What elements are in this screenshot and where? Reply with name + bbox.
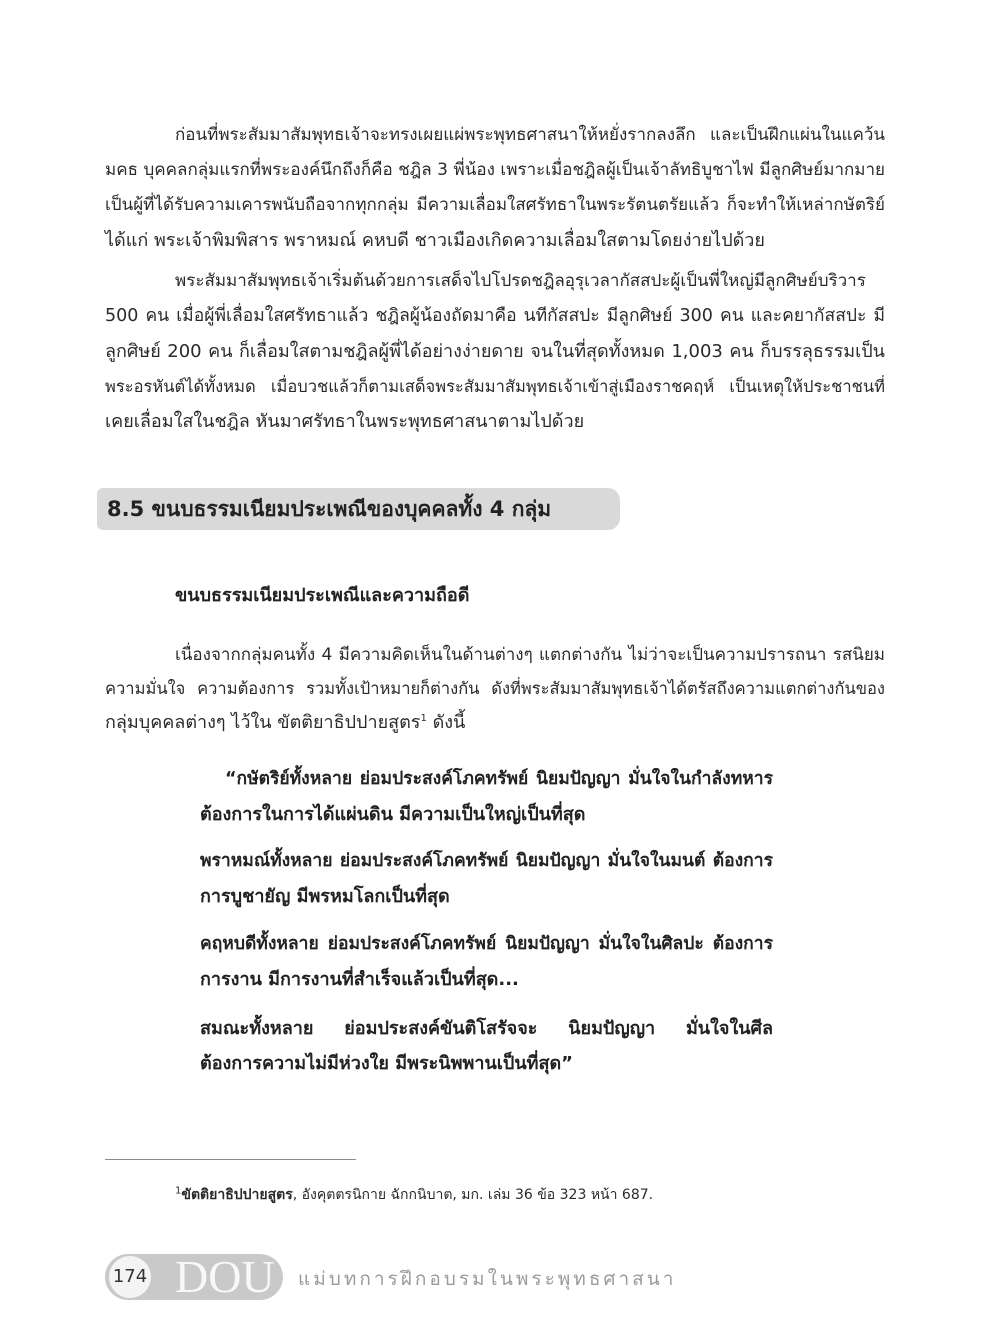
paragraph-text: ดังนี้ [426,712,466,733]
paragraph-2 [105,264,885,439]
quote-line: ต้องการความไม่มีห่วงใย มีพระนิพพานเป็นที่สุด” [200,1053,573,1074]
page-number: 174 [109,1256,151,1298]
paragraph-1 [105,118,885,258]
paragraph-line: ก่อนที่พระสัมมาสัมพุทธเจ้าจะทรงเผยแผ่พระพุทธศาสนาให้หยั่งรากลงลึก และเป็นฝึกแผ่นในแคว้น [175,125,885,145]
paragraph-3 [105,638,885,740]
paragraph-line: เนื่องจากกลุ่มคนทั้ง 4 มีความคิดเห็นในด้านต่างๆ แตกต่างกัน ไม่ว่าจะเป็นความปรารถนา รสนิยม [175,645,885,665]
footnote-divider [105,1159,356,1160]
quote-stanza [200,927,773,997]
paragraph-line: ได้แก่ พระเจ้าพิมพิสาร พราหมณ์ คหบดี ชาวเมืองเกิดความเลื่อมใสตามโดยง่ายไปด้วย [105,230,765,251]
quote-line: ต้องการในการได้แผ่นดิน มีความเป็นใหญ่เป็นที่สุด [200,804,586,825]
quote-stanza [200,844,773,914]
paragraph-line: พระสัมมาสัมพุทธเจ้าเริ่มต้นด้วยการเสด็จไปโปรดชฎิลอุรุเวลากัสสปะผู้เป็นพี่ใหญ่มีลูกศิษย์บริวาร [175,271,866,291]
quote-line: สมณะทั้งหลาย ย่อมประสงค์ขันติโสรัจจะ นิยมปัญญา มั่นใจในศีล [200,1018,773,1039]
subheading: ขนบธรรมเนียมประเพณีและความถือดี [175,585,470,606]
paragraph-line: เป็นผู้ที่ได้รับความเคารพนับถือจากทุกกลุ่ม มีความเลื่อมใสศรัทธาในพระรัตนตรัยแล้ว ก็จะทำให้เหล่ากษัตริย์ [105,195,885,215]
book-title: แม่บทการฝึกอบรมในพระพุทธศาสนา [298,1268,677,1290]
paragraph-line [105,706,885,740]
footnote [175,1183,653,1207]
quote-line: การบูชายัญ มีพรหมโลกเป็นที่สุด [200,886,450,907]
footnote-text: , อังคุตตรนิกาย ฉักกนิบาต, มก. เล่ม 36 ข้อ 323 หน้า 687. [292,1187,654,1203]
quote-stanza [200,762,773,832]
footer-badge [105,1251,283,1302]
paragraph-line: พระอรหันต์ได้ทั้งหมด เมื่อบวชแล้วก็ตามเสด็จพระสัมมาสัมพุทธเจ้าเข้าสู่เมืองราชคฤห์ เป็นเหตุให้ประชาชนที่ [105,377,885,396]
section-heading [97,488,620,530]
paragraph-text: กลุ่มบุคคลต่างๆ ไว้ใน ขัตติยาธิปปายสูตร [105,712,421,733]
paragraph-line: ลูกศิษย์ 200 คน ก็เลื่อมใสตามชฎิลผู้พี่ได้อย่างง่ายดาย จนในที่สุดทั้งหมด 1,003 คน ก็บรรลุธรรมเป็น [105,341,885,362]
footnote-marker: 1 [175,1185,182,1197]
quote-stanza [200,1011,773,1081]
paragraph-line: 500 คน เมื่อผู้พี่เลื่อมใสศรัทธาแล้ว ชฎิลผู้น้องถัดมาคือ นทีกัสสปะ มีลูกศิษย์ 300 คน และคยากัสสปะ มี [105,306,885,326]
quote-line: พราหมณ์ทั้งหลาย ย่อมประสงค์โภคทรัพย์ นิยมปัญญา มั่นใจในมนต์ ต้องการ [200,851,773,871]
quote-line: การงาน มีการงานที่สำเร็จแล้วเป็นที่สุด... [200,969,519,990]
dou-logo: DOU [175,1251,275,1302]
section-number: 8.5 [107,497,145,521]
section-heading-text [107,488,551,530]
paragraph-line: เคยเลื่อมใสในชฎิล หันมาศรัทธาในพระพุทธศาสนาตามไปด้วย [105,411,585,432]
paragraph-line: ความมั่นใจ ความต้องการ รวมทั้งเป้าหมายก็ต่างกัน ดังที่พระสัมมาสัมพุทธเจ้าได้ตรัสถึงความแตกต่างกันของ [105,679,885,698]
section-title: ขนบธรรมเนียมประเพณีของบุคคลทั้ง 4 กลุ่ม [151,497,552,521]
paragraph-line: มคธ บุคคลกลุ่มแรกที่พระองค์นึกถึงก็คือ ชฎิล 3 พี่น้อง เพราะเมื่อชฎิลผู้เป็นเจ้าลัทธิบูชาไฟ มีลูกศิษย์มากมาย [105,160,885,180]
footnote-reference[interactable]: 1 [420,713,427,724]
footnote-title: ขัตติยาธิปปายสูตร [181,1187,293,1203]
quote-line: คฤหบดีทั้งหลาย ย่อมประสงค์โภคทรัพย์ นิยมปัญญา มั่นใจในศิลปะ ต้องการ [200,934,773,954]
quote-line: “กษัตริย์ทั้งหลาย ย่อมประสงค์โภคทรัพย์ นิยมปัญญา มั่นใจในกำลังทหาร [225,769,773,789]
